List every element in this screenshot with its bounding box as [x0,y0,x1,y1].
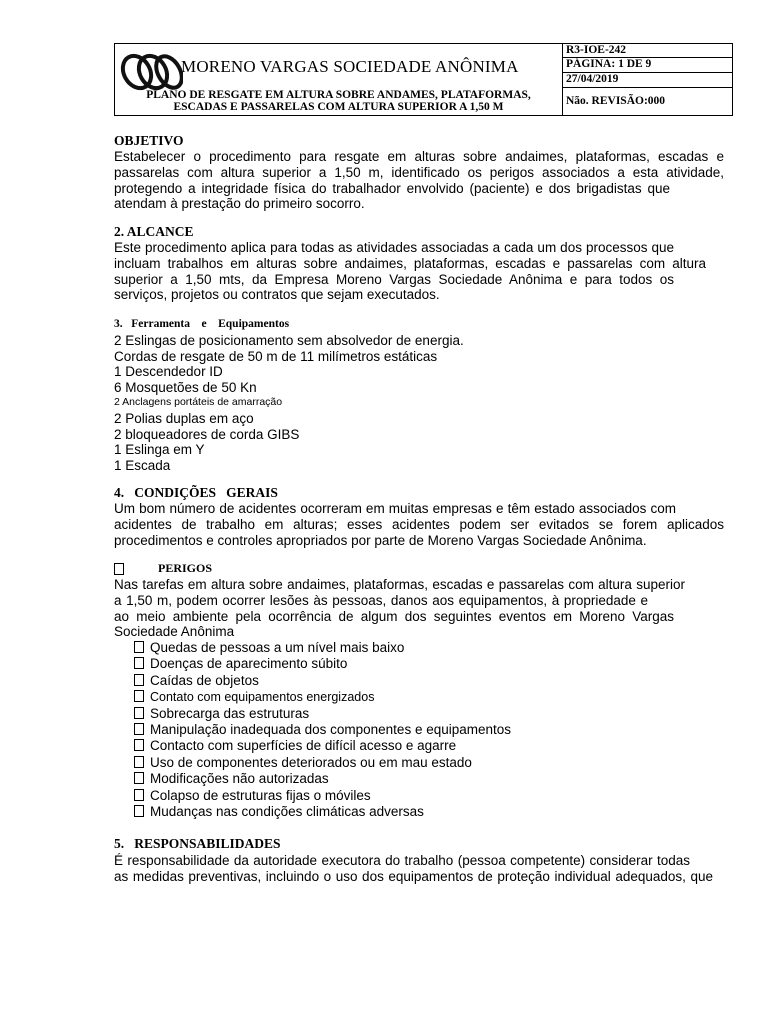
section-heading-perigos: PERIGOS [158,561,213,575]
alcance-paragraph [114,240,724,303]
list-item [134,673,511,689]
list-item [134,689,511,705]
page-number: PÁGINA: 1 DE 9 [562,58,732,73]
checkbox-icon [134,657,144,669]
list-item [134,722,511,738]
list-item-label: Modificações não autorizadas [150,771,329,787]
paragraph-line: acidentes de trabalho em alturas; esses acidentes podem ser evitados se forem aplicados [114,516,724,532]
checkbox-icon [134,772,144,784]
paragraph-line: atendam à prestação do primeiro socorro. [114,196,365,212]
section-heading-responsabilidades: 5. RESPONSABILIDADES [114,836,281,851]
checkbox-icon [134,674,144,686]
list-item [134,755,511,771]
perigos-list [134,640,511,820]
section-heading-alcance: 2. ALCANCE [114,224,194,239]
list-item: 1 Escada [114,457,171,473]
document-code: R3-IOE-242 [562,44,732,58]
paragraph-line: Estabelecer o procedimento para resgate em alturas sobre andaimes, plataformas, escadas e [114,149,724,164]
list-item: 2 Anclagens portáteis de amarração [114,396,283,409]
paragraph-line: Um bom número de acidentes ocorreram em muitas empresas e têm estado associados com [114,501,676,516]
list-item [134,771,511,787]
list-item: 1 Eslinga em Y [114,442,205,458]
list-item [134,804,511,820]
checkbox-icon [134,756,144,768]
section-heading-condicoes: 4. CONDIÇÕES GERAIS [114,485,278,500]
condicoes-paragraph [114,501,724,548]
section-heading-ferramentas: 3. Ferramenta e Equipamentos [114,318,290,330]
list-item [134,656,511,672]
checkbox-icon [114,563,124,575]
list-item-label: Caídas de objetos [150,672,259,688]
document-header [114,43,733,116]
paragraph-line: as medidas preventivas, incluindo o uso dos equipamentos de proteção individual adequados, que [114,868,713,884]
list-item [134,706,511,722]
section-heading-objetivo: OBJETIVO [114,133,184,148]
list-item: Cordas de resgate de 50 m de 11 milímetros estáticas [114,348,438,364]
paragraph-line: passarelas com altura superior a 1,50 m, identificado os perigos associados a esta atividade, [114,164,724,180]
plan-title-line-1: PLANO DE RESGATE EM ALTURA SOBRE ANDAMES, PLATAFORMAS, [146,89,531,101]
checkbox-icon [134,789,144,801]
header-title-cell [115,44,563,115]
list-item: 2 Eslingas de posicionamento sem absolvedor de energia. [114,333,464,348]
paragraph-line: procedimentos e controles apropriados por parte de Moreno Vargas Sociedade Anônima. [114,532,647,548]
list-item: 2 bloqueadores de corda GIBS [114,426,300,442]
list-item [134,738,511,754]
paragraph-line: superior a 1,50 mts, da Empresa Moreno Vargas Sociedade Anônima e para todos os [114,271,674,287]
plan-title [115,89,562,113]
list-item-label: Manipulação inadequada dos componentes e equipamentos [150,722,512,738]
paragraph-line: Nas tarefas em altura sobre andaimes, plataformas, escadas e passarelas com altura superior [114,577,685,592]
objetivo-paragraph [114,149,724,212]
company-name: MORENO VARGAS SOCIEDADE ANÔNIMA [181,57,519,76]
ferramentas-list [114,333,724,473]
list-item-label: Sobrecarga das estruturas [150,705,310,721]
paragraph-line: Este procedimento aplica para todas as atividades associadas a cada um dos processos que [114,240,674,255]
list-item-label: Contato com equipamentos energizados [150,690,375,705]
list-item: 2 Polias duplas em aço [114,410,254,426]
checkbox-icon [134,641,144,653]
list-item: 6 Mosquetões de 50 Kn [114,379,257,395]
list-item-label: Uso de componentes deteriorados ou em mau estado [150,754,472,770]
checkbox-icon [134,805,144,817]
paragraph-line: a 1,50 m, podem ocorrer lesões às pessoas, danos aos equipamentos, à propriedade e [114,592,648,608]
paragraph-line: incluam trabalhos em alturas sobre andaimes, plataformas, escadas e passarelas com altura [114,255,706,271]
list-item-label: Quedas de pessoas a um nível mais baixo [150,640,405,655]
company-logo [119,50,183,94]
checkbox-icon [134,739,144,751]
checkbox-icon [134,690,144,702]
paragraph-line: serviços, projetos ou contratos que sejam executados. [114,287,440,303]
list-item-label: Contacto com superfícies de difícil acesso e agarre [150,738,457,754]
plan-title-line-2: ESCADAS E PASSARELAS COM ALTURA SUPERIOR A 1,50 M [173,101,504,113]
header-meta-cell [562,44,732,115]
responsabilidades-paragraph [114,853,713,885]
perigos-paragraph [114,577,724,640]
list-item [134,788,511,804]
paragraph-line: ao meio ambiente pela ocorrência de algum dos seguintes eventos em Moreno Vargas [114,608,674,624]
document-date: 27/04/2019 [562,73,732,88]
list-item-label: Colapso de estruturas fijas o móviles [150,787,371,803]
list-item-label: Doenças de aparecimento súbito [150,656,348,672]
checkbox-icon [134,707,144,719]
checkbox-icon [134,723,144,735]
list-item-label: Mudanças nas condições climáticas adversas [150,804,424,820]
paragraph-line: protegendo a integridade física do trabalhador envolvido (paciente) e dos brigadistas que [114,180,670,196]
paragraph-line: É responsabilidade da autoridade executora do trabalho (pessoa competente) considerar todas [114,853,690,868]
list-item [134,640,511,656]
paragraph-line: Sociedade Anônima [114,624,235,640]
revision-number: Não. REVISÃO:000 [566,95,666,107]
list-item: 1 Descendedor ID [114,364,223,380]
